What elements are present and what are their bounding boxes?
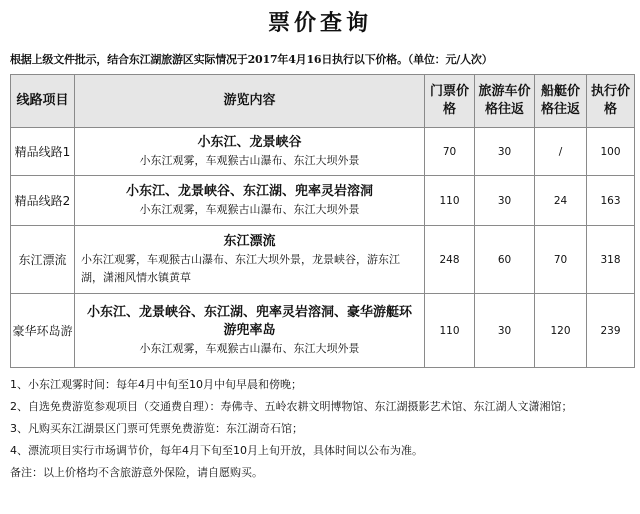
note-item: 3、凡购买东江湖景区门票可凭票免费游览：东江湖奇石馆；: [10, 422, 303, 435]
bus-price: 30: [475, 294, 535, 368]
note-item: 2、自选免费游览参观项目（交通费自理）：寿佛寺、五岭农耕文明博物馆、东江湖摄影艺术馆、东江湖人文潇湘馆；: [10, 400, 573, 413]
tour-content: [75, 226, 425, 294]
ticket-price: 248: [425, 226, 475, 294]
note-item: 4、漂流项目实行市场调节价，每年4月下旬至10月上旬开放，具体时间以公布为准。: [10, 444, 423, 457]
header-boat: 船艇价格往返: [535, 75, 587, 128]
tour-sub: 小东江观雾，车观猴古山瀑布、东江大坝外景，龙景峡谷，游东江湖，潇湘风情水镇黄草: [81, 252, 400, 284]
route-name: 东江漂流: [11, 226, 75, 294]
header-bus: 旅游车价格往返: [475, 75, 535, 128]
price-notice: 根据上级文件批示，结合东江湖旅游区实际情况于2017年4月16日执行以下价格。（单位：元/人次）: [10, 53, 493, 66]
ticket-price: 110: [425, 176, 475, 226]
boat-price: /: [535, 128, 587, 176]
table-row: [11, 226, 635, 294]
tour-main: 小东江、龙景峡谷、东江湖、兜率灵岩溶洞、豪华游艇环游兜率岛: [86, 304, 412, 338]
bus-price: 30: [475, 176, 535, 226]
page-title: 票价查询: [267, 10, 372, 36]
route-name: 精品线路2: [11, 176, 75, 226]
ticket-price: 70: [425, 128, 475, 176]
boat-price: 120: [535, 294, 587, 368]
tour-sub: 小东江观雾，车观猴古山瀑布、东江大坝外景: [139, 341, 360, 355]
ticket-price: 110: [425, 294, 475, 368]
tour-content: [75, 294, 425, 368]
tour-main: 小东江、龙景峡谷: [197, 134, 302, 150]
header-total: 执行价格: [587, 75, 635, 128]
boat-price: 70: [535, 226, 587, 294]
boat-price: 24: [535, 176, 587, 226]
table-row: [11, 294, 635, 368]
tour-main: 小东江、龙景峡谷、东江湖、兜率灵岩溶洞: [125, 183, 373, 199]
price-table: [10, 74, 635, 368]
header-content: 游览内容: [75, 75, 425, 128]
total-price: 239: [587, 294, 635, 368]
notes: [10, 376, 634, 486]
tour-sub: 小东江观雾，车观猴古山瀑布、东江大坝外景: [139, 202, 360, 216]
bus-price: 30: [475, 128, 535, 176]
total-price: 318: [587, 226, 635, 294]
table-row: [11, 176, 635, 226]
route-name: 精品线路1: [11, 128, 75, 176]
header-ticket: 门票价格: [425, 75, 475, 128]
total-price: 163: [587, 176, 635, 226]
tour-content: [75, 176, 425, 226]
note-item: 1、小东江观雾时间：每年4月中旬至10月中旬早晨和傍晚；: [10, 378, 302, 391]
total-price: 100: [587, 128, 635, 176]
tour-sub: 小东江观雾，车观猴古山瀑布、东江大坝外景: [139, 153, 360, 167]
bus-price: 60: [475, 226, 535, 294]
tour-main: 东江漂流: [223, 233, 276, 249]
table-header-row: [11, 75, 635, 128]
remark: 备注：以上价格均不含旅游意外保险，请自愿购买。: [10, 466, 263, 479]
route-name: 豪华环岛游: [11, 294, 75, 368]
tour-content: [75, 128, 425, 176]
table-row: [11, 128, 635, 176]
header-route: 线路项目: [11, 75, 75, 128]
